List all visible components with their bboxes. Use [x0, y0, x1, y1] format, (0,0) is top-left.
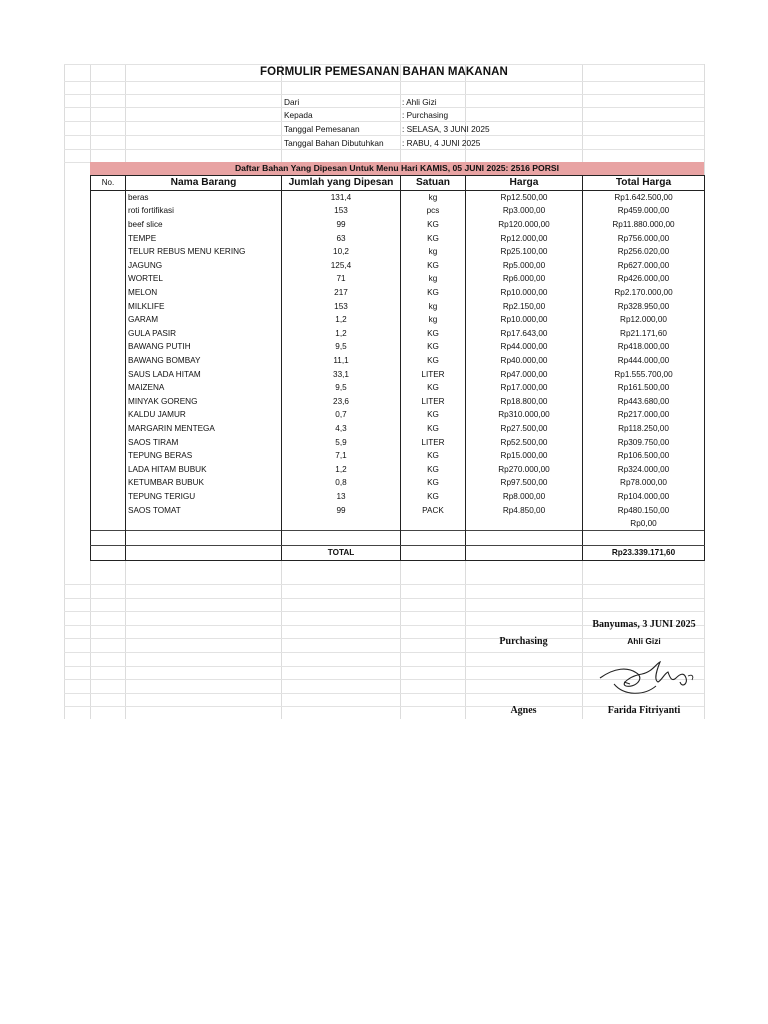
table-row: [91, 204, 705, 218]
order-list-banner: Daftar Bahan Yang Dipesan Untuk Menu Hari KAMIS, 05 JUNI 2025: 2516 PORSI: [90, 162, 704, 175]
table-row: [91, 408, 705, 422]
signature-place-date: Banyumas, 3 JUNI 2025: [592, 619, 696, 630]
item-unit: LITER: [401, 395, 466, 409]
item-total: Rp480.150,00: [583, 503, 705, 517]
item-price: Rp4.850,00: [466, 503, 583, 517]
row-number: [91, 272, 126, 286]
table-row: [91, 476, 705, 490]
grid-line: [64, 94, 704, 95]
grid-line: [64, 121, 704, 122]
item-name: TEPUNG TERIGU: [126, 490, 282, 504]
table-row: [91, 340, 705, 354]
item-total: Rp756.000,00: [583, 231, 705, 245]
spreadsheet-page: [64, 64, 704, 719]
item-unit: KG: [401, 327, 466, 341]
item-quantity: 1,2: [282, 327, 401, 341]
item-name: TEMPE: [126, 231, 282, 245]
grid-line: [64, 584, 704, 585]
item-name: GULA PASIR: [126, 327, 282, 341]
row-number: [91, 395, 126, 409]
row-number: [91, 204, 126, 218]
table-row: [91, 354, 705, 368]
table-row: [91, 313, 705, 327]
table-row: [91, 503, 705, 517]
row-number: [91, 354, 126, 368]
row-number: [91, 299, 126, 313]
item-quantity: 217: [282, 286, 401, 300]
item-name: LADA HITAM BUBUK: [126, 462, 282, 476]
header-label-from: Dari: [284, 97, 300, 107]
row-number: [91, 462, 126, 476]
row-number: [91, 490, 126, 504]
item-total: Rp106.500,00: [583, 449, 705, 463]
item-total: Rp0,00: [583, 517, 705, 531]
item-name: JAGUNG: [126, 259, 282, 273]
item-name: MAIZENA: [126, 381, 282, 395]
row-number: [91, 259, 126, 273]
item-unit: KG: [401, 490, 466, 504]
row-number: [91, 422, 126, 436]
header-label-order-date: Tanggal Pemesanan: [284, 124, 360, 134]
item-unit: KG: [401, 340, 466, 354]
item-name: TELUR REBUS MENU KERING: [126, 245, 282, 259]
item-quantity: 11,1: [282, 354, 401, 368]
item-quantity: 0,8: [282, 476, 401, 490]
item-total: Rp161.500,00: [583, 381, 705, 395]
table-row: [91, 462, 705, 476]
row-number: [91, 408, 126, 422]
table-row: [91, 422, 705, 436]
item-total: Rp256.020,00: [583, 245, 705, 259]
table-cell: [401, 546, 466, 561]
item-unit: kg: [401, 190, 466, 204]
item-total: Rp118.250,00: [583, 422, 705, 436]
row-number: [91, 313, 126, 327]
item-price: Rp18.800,00: [466, 395, 583, 409]
item-unit: KG: [401, 422, 466, 436]
item-name: [126, 517, 282, 531]
item-quantity: 125,4: [282, 259, 401, 273]
item-name: MARGARIN MENTEGA: [126, 422, 282, 436]
grid-line: [64, 107, 704, 108]
item-total: Rp627.000,00: [583, 259, 705, 273]
item-price: Rp52.500,00: [466, 435, 583, 449]
table-row: [91, 231, 705, 245]
table-row: [91, 490, 705, 504]
table-row: [91, 435, 705, 449]
item-total: Rp217.000,00: [583, 408, 705, 422]
item-total: Rp1.642.500,00: [583, 190, 705, 204]
item-price: Rp8.000,00: [466, 490, 583, 504]
item-total: Rp443.680,00: [583, 395, 705, 409]
grid-line: [64, 611, 704, 612]
item-quantity: 1,2: [282, 313, 401, 327]
item-unit: KG: [401, 286, 466, 300]
item-name: KETUMBAR BUBUK: [126, 476, 282, 490]
column-header-total-price: Total Harga: [583, 176, 705, 191]
item-price: Rp120.000,00: [466, 218, 583, 232]
header-label-to: Kepada: [284, 110, 313, 120]
header-label-needed-date: Tanggal Bahan Dibutuhkan: [284, 138, 384, 148]
handwritten-signature: [594, 656, 700, 700]
item-quantity: 9,5: [282, 340, 401, 354]
header-value-order-date: : SELASA, 3 JUNI 2025: [402, 124, 490, 134]
item-price: Rp25.100,00: [466, 245, 583, 259]
item-total: Rp444.000,00: [583, 354, 705, 368]
item-total: Rp12.000,00: [583, 313, 705, 327]
item-total: Rp309.750,00: [583, 435, 705, 449]
table-row: [91, 245, 705, 259]
item-name: WORTEL: [126, 272, 282, 286]
row-number: [91, 503, 126, 517]
order-items-body: [91, 190, 705, 531]
table-row: [91, 395, 705, 409]
table-cell: [91, 531, 126, 546]
total-value: Rp23.339.171,60: [583, 546, 705, 561]
header-value-from: : Ahli Gizi: [402, 97, 437, 107]
item-name: TEPUNG BERAS: [126, 449, 282, 463]
signature-right-role: Ahli Gizi: [627, 636, 661, 646]
item-total: Rp21.171,60: [583, 327, 705, 341]
item-name: SAUS LADA HITAM: [126, 367, 282, 381]
item-price: Rp3.000,00: [466, 204, 583, 218]
item-name: beef slice: [126, 218, 282, 232]
item-unit: KG: [401, 462, 466, 476]
item-total: Rp1.555.700,00: [583, 367, 705, 381]
item-price: Rp10.000,00: [466, 286, 583, 300]
item-quantity: 9,5: [282, 381, 401, 395]
table-row: [91, 190, 705, 204]
item-unit: KG: [401, 231, 466, 245]
item-unit: LITER: [401, 435, 466, 449]
row-number: [91, 517, 126, 531]
item-quantity: 5,9: [282, 435, 401, 449]
item-name: BAWANG BOMBAY: [126, 354, 282, 368]
item-name: BAWANG PUTIH: [126, 340, 282, 354]
item-name: roti fortifikasi: [126, 204, 282, 218]
item-unit: LITER: [401, 367, 466, 381]
signature-left-name: Agnes: [510, 705, 537, 716]
grid-line: [64, 652, 704, 653]
table-row: [91, 218, 705, 232]
column-header-no: No.: [91, 176, 126, 191]
item-price: Rp40.000,00: [466, 354, 583, 368]
item-total: Rp78.000,00: [583, 476, 705, 490]
table-row: [91, 286, 705, 300]
empty-row: [91, 531, 705, 546]
item-quantity: 4,3: [282, 422, 401, 436]
total-label: TOTAL: [282, 546, 401, 561]
item-price: Rp17.643,00: [466, 327, 583, 341]
column-header-price: Harga: [466, 176, 583, 191]
row-number: [91, 218, 126, 232]
table-cell: [126, 531, 282, 546]
item-unit: PACK: [401, 503, 466, 517]
order-items-table: [90, 175, 705, 561]
column-header-unit: Satuan: [401, 176, 466, 191]
table-row: [91, 299, 705, 313]
item-quantity: 23,6: [282, 395, 401, 409]
item-total: Rp459.000,00: [583, 204, 705, 218]
table-row: [91, 259, 705, 273]
table-cell: [282, 531, 401, 546]
item-unit: kg: [401, 313, 466, 327]
item-quantity: 131,4: [282, 190, 401, 204]
row-number: [91, 381, 126, 395]
header-value-needed-date: : RABU, 4 JUNI 2025: [402, 138, 481, 148]
item-quantity: 153: [282, 299, 401, 313]
item-price: Rp17.000,00: [466, 381, 583, 395]
row-number: [91, 435, 126, 449]
item-price: Rp270.000,00: [466, 462, 583, 476]
item-price: Rp10.000,00: [466, 313, 583, 327]
item-quantity: 1,2: [282, 462, 401, 476]
row-number: [91, 449, 126, 463]
item-quantity: 0,7: [282, 408, 401, 422]
item-name: beras: [126, 190, 282, 204]
item-quantity: 13: [282, 490, 401, 504]
grid-line: [64, 81, 704, 82]
item-unit: KG: [401, 449, 466, 463]
item-name: MELON: [126, 286, 282, 300]
table-row: [91, 381, 705, 395]
item-total: Rp426.000,00: [583, 272, 705, 286]
table-row: [91, 327, 705, 341]
item-name: MILKLIFE: [126, 299, 282, 313]
item-quantity: 71: [282, 272, 401, 286]
item-price: Rp2.150,00: [466, 299, 583, 313]
row-number: [91, 190, 126, 204]
item-unit: KG: [401, 259, 466, 273]
item-price: Rp47.000,00: [466, 367, 583, 381]
item-price: Rp5.000,00: [466, 259, 583, 273]
table-cell: [466, 546, 583, 561]
grid-line: [64, 135, 704, 136]
grid-line: [64, 64, 704, 65]
signature-left-role: Purchasing: [499, 636, 548, 647]
signature-right-name: Farida Fitriyanti: [607, 705, 681, 716]
table-cell: [401, 531, 466, 546]
row-number: [91, 367, 126, 381]
row-number: [91, 340, 126, 354]
row-number: [91, 245, 126, 259]
item-price: Rp310.000,00: [466, 408, 583, 422]
item-name: GARAM: [126, 313, 282, 327]
item-unit: KG: [401, 218, 466, 232]
item-total: Rp11.880.000,00: [583, 218, 705, 232]
grid-line: [64, 598, 704, 599]
grid-line: [64, 149, 704, 150]
row-number: [91, 476, 126, 490]
item-unit: KG: [401, 354, 466, 368]
item-price: Rp12.500,00: [466, 190, 583, 204]
table-row: [91, 517, 705, 531]
table-cell: [466, 531, 583, 546]
item-name: SAOS TIRAM: [126, 435, 282, 449]
item-price: Rp44.000,00: [466, 340, 583, 354]
item-price: Rp97.500,00: [466, 476, 583, 490]
item-name: SAOS TOMAT: [126, 503, 282, 517]
item-unit: kg: [401, 299, 466, 313]
column-header-quantity: Jumlah yang Dipesan: [282, 176, 401, 191]
item-price: Rp6.000,00: [466, 272, 583, 286]
item-unit: [401, 517, 466, 531]
row-number: [91, 231, 126, 245]
table-row: [91, 367, 705, 381]
item-price: Rp15.000,00: [466, 449, 583, 463]
item-price: [466, 517, 583, 531]
row-number: [91, 286, 126, 300]
form-title: FORMULIR PEMESANAN BAHAN MAKANAN: [260, 66, 508, 78]
item-quantity: 63: [282, 231, 401, 245]
column-header-item-name: Nama Barang: [126, 176, 282, 191]
table-cell: [583, 531, 705, 546]
table-header-row: [91, 176, 705, 191]
item-quantity: [282, 517, 401, 531]
row-number: [91, 327, 126, 341]
item-quantity: 153: [282, 204, 401, 218]
table-cell: [126, 546, 282, 561]
table-row: [91, 449, 705, 463]
item-total: Rp324.000,00: [583, 462, 705, 476]
item-total: Rp2.170.000,00: [583, 286, 705, 300]
item-unit: KG: [401, 381, 466, 395]
item-quantity: 33,1: [282, 367, 401, 381]
item-quantity: 7,1: [282, 449, 401, 463]
table-row: [91, 272, 705, 286]
item-quantity: 10,2: [282, 245, 401, 259]
table-cell: [91, 546, 126, 561]
item-unit: kg: [401, 245, 466, 259]
item-unit: KG: [401, 408, 466, 422]
item-unit: kg: [401, 272, 466, 286]
item-unit: pcs: [401, 204, 466, 218]
header-value-to: : Purchasing: [402, 110, 449, 120]
item-unit: KG: [401, 476, 466, 490]
item-price: Rp27.500,00: [466, 422, 583, 436]
item-name: KALDU JAMUR: [126, 408, 282, 422]
item-total: Rp328.950,00: [583, 299, 705, 313]
item-total: Rp104.000,00: [583, 490, 705, 504]
item-name: MINYAK GORENG: [126, 395, 282, 409]
item-price: Rp12.000,00: [466, 231, 583, 245]
item-quantity: 99: [282, 503, 401, 517]
item-quantity: 99: [282, 218, 401, 232]
total-row: [91, 546, 705, 561]
item-total: Rp418.000,00: [583, 340, 705, 354]
